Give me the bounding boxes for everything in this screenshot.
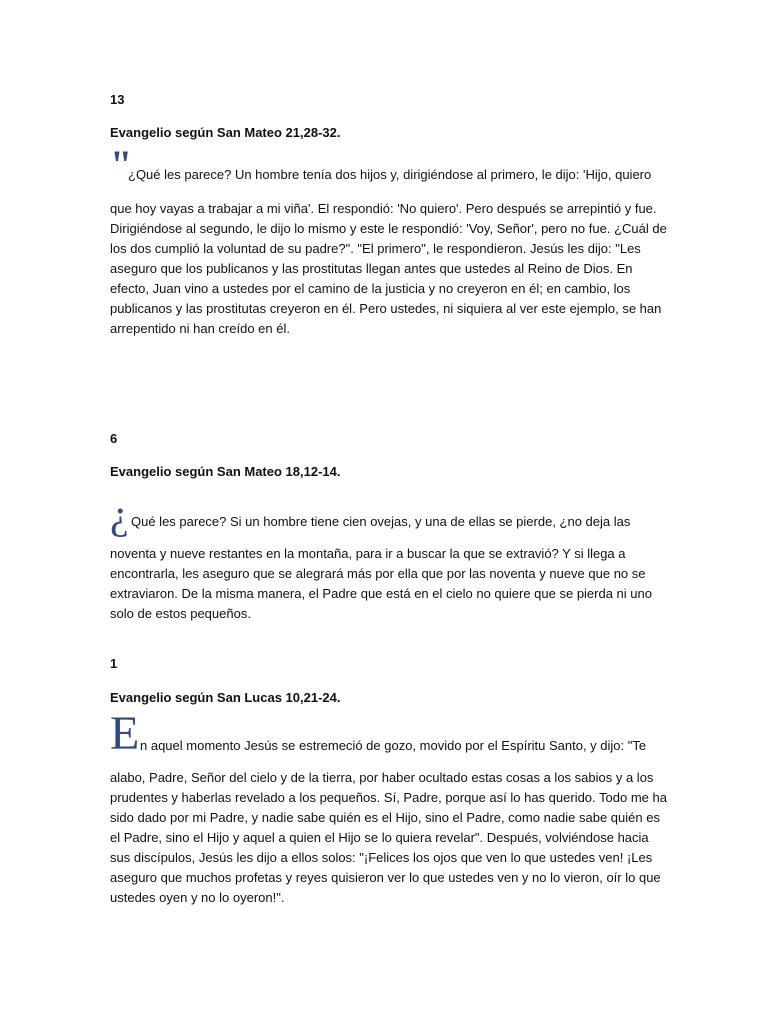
dropcap-quote: " bbox=[110, 142, 133, 187]
reading-first-line-text: ¿Qué les parece? Un hombre tenía dos hijos y, dirigiéndose al primero, le dijo: 'Hijo, quiero bbox=[128, 167, 652, 182]
reading-number: 13 bbox=[110, 92, 125, 107]
reading-text: noventa y nueve restantes en la montaña, para ir a buscar la que se extravió? Y si llega a encontrarla, les aseguro que se alegrará más por ella que por las noventa y nueve que no se extraviaron. De la misma manera, el Padre que está en el cielo no quiere que se pierda ni uno solo de estos pequeños. bbox=[110, 546, 652, 621]
reading-first-line bbox=[110, 492, 670, 538]
reading-section bbox=[110, 431, 670, 624]
reading-section bbox=[110, 656, 670, 908]
reading-text: que hoy vayas a trabajar a mi viña'. El respondió: 'No quiero'. Pero después se arrepintió y fue. Dirigiéndose al segundo, le dijo lo mismo y este le respondió: 'Voy, Señor', pero no fue. ¿Cuál de los dos cumplió la voluntad de su padre?". "El primero", le respondieron. Jesús les dijo: "Les aseguro que los publicanos y las prostitutas llegan antes que ustedes al Reino de Dios. En efecto, Juan vino a ustedes por el camino de la justicia y no creyeron en él; en cambio, los publicanos y las prostitutas creyeron en él. Pero ustedes, ni siquiera al ver este ejemplo, se han arrepentido ni han creído en él. bbox=[110, 201, 667, 336]
dropcap-letter: E bbox=[110, 707, 140, 760]
reading-text: alabo, Padre, Señor del cielo y de la tierra, por haber ocultado estas cosas a los sabios y a los prudentes y haberlas revelado a los pequeños. Sí, Padre, porque así lo has querido. Todo me ha sido dado por mi Padre, y nadie sabe quién es el Hijo, sino el Padre, como nadie sabe quién es el Padre, sino el Hijo y aquel a quien el Hijo se lo quiera revelar". Después, volviéndose hacia sus discípulos, Jesús les dijo a ellos solos: "¡Felices los ojos que ven lo que ustedes ven! ¡Les aseguro que muchos profetas y reyes quisieron ver lo que ustedes ven y no lo vieron, oír lo que ustedes oyen y no lo oyeron!". bbox=[110, 770, 667, 905]
reading-section bbox=[110, 92, 670, 339]
reading-heading: Evangelio según San Mateo 21,28-32. bbox=[110, 125, 341, 140]
dropcap-question-mark: ¿ bbox=[110, 492, 129, 538]
reading-number: 6 bbox=[110, 431, 118, 446]
reading-heading: Evangelio según San Lucas 10,21-24. bbox=[110, 690, 341, 705]
reading-first-line bbox=[110, 142, 670, 187]
reading-first-line-text: Qué les parece? Si un hombre tiene cien ovejas, y una de ellas se pierde, ¿no deja las bbox=[131, 514, 631, 529]
reading-number: 1 bbox=[110, 656, 118, 671]
reading-first-line-text: n aquel momento Jesús se estremeció de gozo, movido por el Espíritu Santo, y dijo: "Te bbox=[140, 738, 647, 753]
reading-heading: Evangelio según San Mateo 18,12-14. bbox=[110, 464, 341, 479]
reading-first-line bbox=[110, 707, 670, 760]
